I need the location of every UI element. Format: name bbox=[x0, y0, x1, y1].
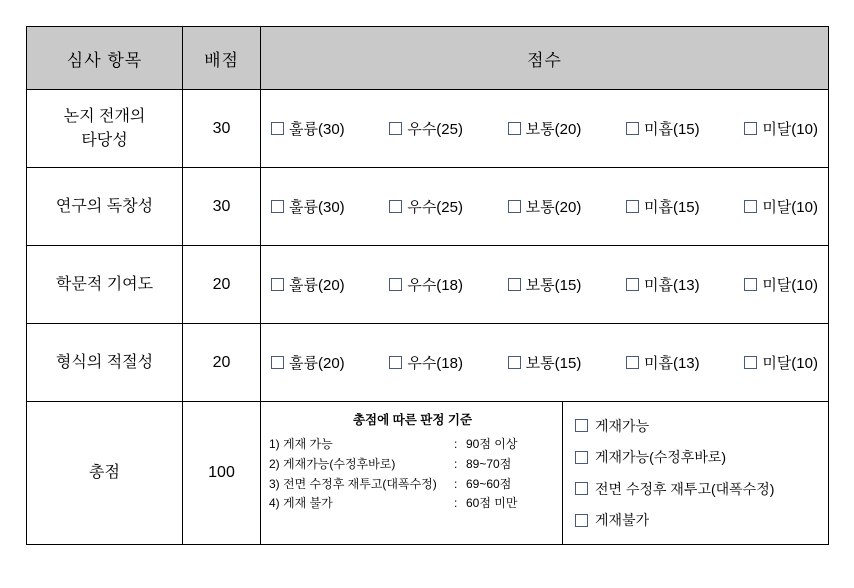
score-option-label: 보통(15) bbox=[525, 355, 582, 372]
criteria-line bbox=[269, 494, 556, 514]
table-header-row bbox=[27, 27, 829, 90]
criterion-score-options bbox=[261, 90, 829, 168]
score-option-label: 미달(10) bbox=[762, 121, 818, 138]
table-row bbox=[27, 168, 829, 246]
score-option-label: 미달(10) bbox=[762, 199, 818, 216]
score-option[interactable] bbox=[626, 274, 700, 295]
decision-option-label: 게재가능 bbox=[595, 417, 650, 434]
criteria-value: 90점 이상 bbox=[466, 437, 518, 451]
judgement-criteria bbox=[261, 402, 563, 544]
score-option-label: 우수(25) bbox=[407, 199, 463, 216]
score-option-label: 훌륭(30) bbox=[289, 121, 345, 138]
checkbox-icon[interactable] bbox=[575, 451, 588, 464]
evaluation-sheet bbox=[26, 26, 828, 545]
criterion-label-line2: 타당성 bbox=[81, 131, 128, 149]
score-option-label: 미달(10) bbox=[762, 355, 818, 372]
criterion-points: 20 bbox=[183, 246, 261, 324]
checkbox-icon[interactable] bbox=[744, 200, 757, 213]
criterion-points: 30 bbox=[183, 90, 261, 168]
criterion-score-options bbox=[261, 168, 829, 246]
score-option[interactable] bbox=[271, 118, 345, 139]
score-option[interactable] bbox=[508, 274, 582, 295]
score-option[interactable] bbox=[271, 352, 345, 373]
decision-option[interactable] bbox=[575, 477, 822, 501]
score-option-label: 훌륭(30) bbox=[289, 199, 345, 216]
score-option[interactable] bbox=[626, 118, 700, 139]
total-label: 총점 bbox=[27, 402, 183, 545]
criterion-points: 30 bbox=[183, 168, 261, 246]
criteria-colon: : bbox=[454, 476, 458, 491]
criterion-label: 형식의 적절성 bbox=[27, 324, 183, 402]
criteria-value: 89~70점 bbox=[466, 456, 512, 471]
score-option[interactable] bbox=[508, 118, 582, 139]
decision-options bbox=[563, 402, 828, 544]
evaluation-table bbox=[26, 26, 829, 545]
criteria-line bbox=[269, 455, 556, 475]
score-option-label: 훌륭(20) bbox=[289, 277, 345, 294]
decision-option-label: 전면 수정후 재투고(대폭수정) bbox=[595, 480, 775, 497]
criteria-line bbox=[269, 475, 556, 495]
score-option-label: 미흡(15) bbox=[643, 121, 700, 138]
score-option[interactable] bbox=[508, 352, 582, 373]
checkbox-icon[interactable] bbox=[508, 278, 521, 291]
criteria-value: 60점 미만 bbox=[466, 496, 518, 511]
header-points: 배점 bbox=[183, 27, 261, 90]
score-option[interactable] bbox=[271, 274, 345, 295]
score-option[interactable] bbox=[626, 196, 700, 217]
checkbox-icon[interactable] bbox=[389, 278, 402, 291]
criteria-label: 3) 전면 수정후 재투고(대폭수정) bbox=[269, 476, 437, 491]
total-decision-cell bbox=[261, 402, 829, 545]
criterion-points: 20 bbox=[183, 324, 261, 402]
score-option[interactable] bbox=[744, 274, 818, 295]
score-option-label: 보통(20) bbox=[525, 121, 582, 138]
table-row bbox=[27, 324, 829, 402]
checkbox-icon[interactable] bbox=[508, 122, 521, 135]
decision-option[interactable] bbox=[575, 414, 822, 438]
checkbox-icon[interactable] bbox=[575, 482, 588, 495]
criteria-colon: : bbox=[454, 456, 458, 471]
score-option[interactable] bbox=[389, 118, 463, 139]
score-option[interactable] bbox=[389, 196, 463, 217]
criterion-label: 연구의 독창성 bbox=[27, 168, 183, 246]
checkbox-icon[interactable] bbox=[744, 278, 757, 291]
total-points: 100 bbox=[183, 402, 261, 545]
checkbox-icon[interactable] bbox=[575, 419, 588, 432]
score-option-label: 우수(18) bbox=[407, 277, 463, 294]
checkbox-icon[interactable] bbox=[271, 356, 284, 369]
header-score: 점수 bbox=[261, 27, 829, 90]
score-option[interactable] bbox=[626, 352, 700, 373]
score-option[interactable] bbox=[744, 196, 818, 217]
criteria-label: 2) 게재가능(수정후바로) bbox=[269, 456, 396, 471]
judgement-criteria-title: 총점에 따른 판정 기준 bbox=[352, 413, 473, 427]
checkbox-icon[interactable] bbox=[626, 200, 639, 213]
score-option-label: 보통(15) bbox=[525, 277, 582, 294]
checkbox-icon[interactable] bbox=[271, 278, 284, 291]
checkbox-icon[interactable] bbox=[626, 278, 639, 291]
score-option-label: 미흡(13) bbox=[643, 277, 700, 294]
criteria-label: 4) 게재 불가 bbox=[269, 496, 333, 511]
criterion-score-options bbox=[261, 246, 829, 324]
table-row bbox=[27, 246, 829, 324]
checkbox-icon[interactable] bbox=[626, 356, 639, 369]
score-option-label: 미달(10) bbox=[762, 277, 818, 294]
score-option[interactable] bbox=[271, 196, 345, 217]
criteria-colon: : bbox=[454, 437, 458, 451]
criteria-line bbox=[269, 435, 556, 455]
checkbox-icon[interactable] bbox=[508, 200, 521, 213]
criteria-value: 69~60점 bbox=[466, 476, 512, 491]
criterion-label: 학문적 기여도 bbox=[27, 246, 183, 324]
score-option[interactable] bbox=[508, 196, 582, 217]
header-item: 심사 항목 bbox=[27, 27, 183, 90]
criteria-label: 1) 게재 가능 bbox=[269, 437, 333, 451]
score-option[interactable] bbox=[744, 352, 818, 373]
checkbox-icon[interactable] bbox=[389, 122, 402, 135]
table-row bbox=[27, 90, 829, 168]
decision-option[interactable] bbox=[575, 445, 822, 469]
checkbox-icon[interactable] bbox=[271, 122, 284, 135]
score-option-label: 우수(25) bbox=[407, 121, 463, 138]
checkbox-icon[interactable] bbox=[626, 122, 639, 135]
score-option-label: 훌륭(20) bbox=[289, 355, 345, 372]
score-option-label: 미흡(15) bbox=[643, 199, 700, 216]
checkbox-icon[interactable] bbox=[389, 200, 402, 213]
checkbox-icon[interactable] bbox=[575, 514, 588, 527]
score-option[interactable] bbox=[744, 118, 818, 139]
score-option[interactable] bbox=[389, 352, 463, 373]
criteria-colon: : bbox=[454, 496, 458, 511]
checkbox-icon[interactable] bbox=[744, 356, 757, 369]
score-option-label: 보통(20) bbox=[525, 199, 582, 216]
score-option-label: 우수(18) bbox=[407, 355, 463, 372]
criterion-label bbox=[27, 90, 183, 168]
decision-option-label: 게재가능(수정후바로) bbox=[595, 449, 727, 466]
checkbox-icon[interactable] bbox=[389, 356, 402, 369]
checkbox-icon[interactable] bbox=[508, 356, 521, 369]
score-option-label: 미흡(13) bbox=[643, 355, 700, 372]
total-row bbox=[27, 402, 829, 545]
criterion-score-options bbox=[261, 324, 829, 402]
checkbox-icon[interactable] bbox=[744, 122, 757, 135]
checkbox-icon[interactable] bbox=[271, 200, 284, 213]
criterion-label-line1: 논지 전개의 bbox=[63, 107, 146, 125]
decision-option[interactable] bbox=[575, 508, 822, 532]
decision-option-label: 게재불가 bbox=[595, 512, 650, 529]
score-option[interactable] bbox=[389, 274, 463, 295]
